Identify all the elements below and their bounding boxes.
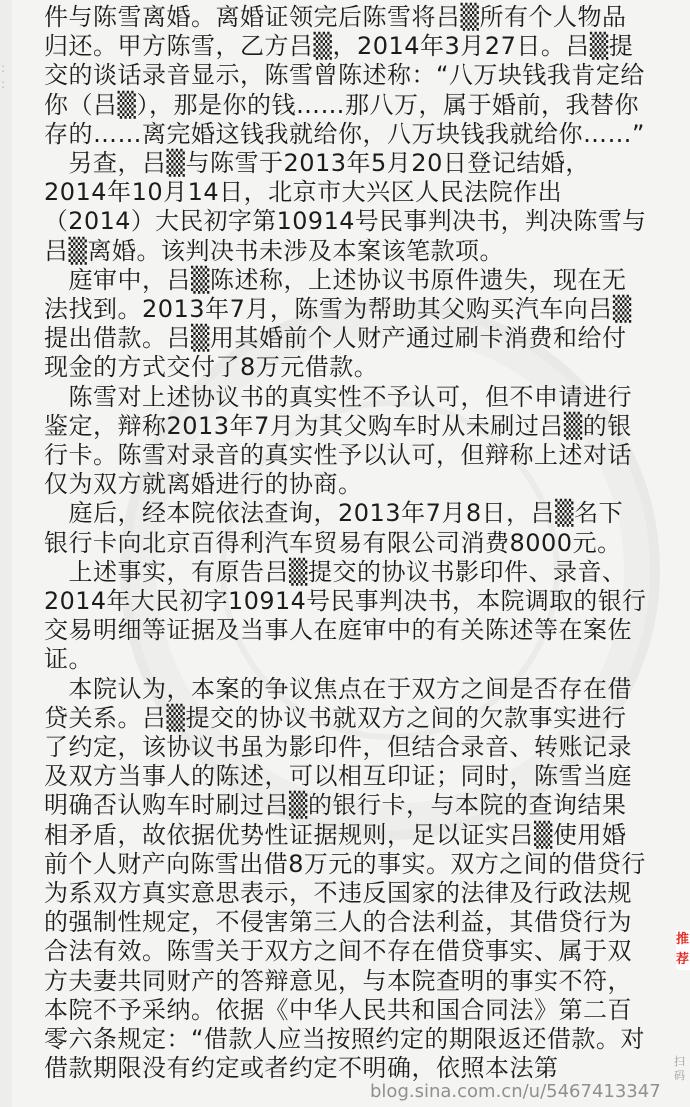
qr-scan-label[interactable]: 扫码 — [674, 1055, 685, 1082]
document-line: 本院认为，本案的争议焦点在于双方之间是否存在借 — [44, 674, 632, 703]
document-line: 合法有效。陈雪关于双方之间不存在借贷事实、属于双 — [44, 937, 632, 966]
document-line: 你（吕▒），那是你的钱……那八万，属于婚前，我替你 — [44, 90, 639, 119]
document-line: 陈雪对上述协议书的真实性不予认可，但不申请进行 — [44, 382, 632, 411]
document-line: 归还。甲方陈雪，乙方吕▒，2014年3月27日。吕▒提 — [44, 32, 634, 61]
document-line: 零六条规定：“借款人应当按照约定的期限返还借款。对 — [44, 1025, 645, 1053]
document-line: 仅为双方就离婚进行的协商。 — [44, 470, 363, 499]
document-line: 明确否认购车时刷过吕▒的银行卡，与本院的查询结果 — [44, 791, 627, 820]
document-line: 贷关系。吕▒提交的协议书就双方之间的欠款事实进行 — [44, 703, 627, 732]
document-line: 及双方当事人的陈述，可以相互印证；同时，陈雪当庭 — [44, 762, 632, 791]
document-line: 法找到。2013年7月，陈雪为帮助其父购买汽车向吕▒ — [44, 295, 632, 323]
recommend-badge[interactable]: 推荐 — [676, 930, 690, 970]
left-edge-strip — [0, 0, 12, 1107]
document-line: 的强制性规定，不侵害第三人的合法利益，其借贷行为 — [44, 908, 632, 937]
document-line: 2014年大民初字10914号民事判决书，本院调取的银行 — [44, 587, 647, 615]
document-line: 提出借款。吕▒用其婚前个人财产通过刷卡消费和给付 — [44, 324, 627, 353]
document-line: 行卡。陈雪对录音的真实性予以认可，但辩称上述对话 — [44, 441, 632, 469]
document-line: 庭审中，吕▒陈述称，上述协议书原件遗失，现在无 — [44, 265, 627, 294]
document-line: 吕▒离婚。该判决书未涉及本案该笔款项。 — [44, 236, 504, 265]
document-line: 现金的方式交付了8万元借款。 — [44, 353, 379, 382]
document-line: 本院不予采纳。依据《中华人民共和国合同法》第二百 — [44, 995, 632, 1024]
document-line: 为系双方真实意思表示，不违反国家的法律及行政法规 — [44, 879, 632, 907]
document-line: 证。 — [44, 645, 93, 674]
document-line: （2014）大民初字第10914号民事判决书，判决陈雪与 — [44, 207, 647, 236]
document-line: 上述事实，有原告吕▒提交的协议书影印件、录音、 — [44, 557, 627, 586]
document-line: 交易明细等证据及当事人在庭审中的有关陈述等在案佐 — [44, 616, 632, 645]
document-line: 庭后，经本院依法查询，2013年7月8日，吕▒名下 — [44, 499, 624, 528]
blog-url-watermark: blog.sina.com.cn/u/5467413347 — [370, 1081, 661, 1102]
side-dots: : : — [1, 61, 6, 91]
document-line: 交的谈话录音显示，陈雪曾陈述称：“八万块钱我肯定给 — [44, 61, 645, 90]
document-line: 借款期限没有约定或者约定不明确，依照本法第 — [44, 1054, 559, 1083]
document-line: 了约定，该协议书虽为影印件，但结合录音、转账记录 — [44, 733, 632, 761]
document-line: 前个人财产向陈雪出借8万元的事实。双方之间的借贷行 — [44, 849, 646, 878]
document-line: 鉴定，辩称2013年7月为其父购车时从未刷过吕▒的银 — [44, 411, 632, 440]
document-line: 方夫妻共同财产的答辩意见，与本院查明的事实不符， — [44, 966, 632, 995]
document-line: 银行卡向北京百得利汽车贸易有限公司消费8000元。 — [44, 528, 622, 557]
document-line: 存的……离完婚这钱我就给你，八万块钱我就给你……” — [44, 119, 645, 148]
document-line: 件与陈雪离婚。离婚证领完后陈雪将吕▒所有个人物品 — [44, 3, 627, 31]
document-line: 相矛盾，故依据优势性证据规则，足以证实吕▒使用婚 — [44, 820, 627, 849]
document-line: 2014年10月14日，北京市大兴区人民法院作出 — [44, 178, 563, 207]
document-line: 另查，吕▒与陈雪于2013年5月20日登记结婚， — [44, 149, 590, 177]
